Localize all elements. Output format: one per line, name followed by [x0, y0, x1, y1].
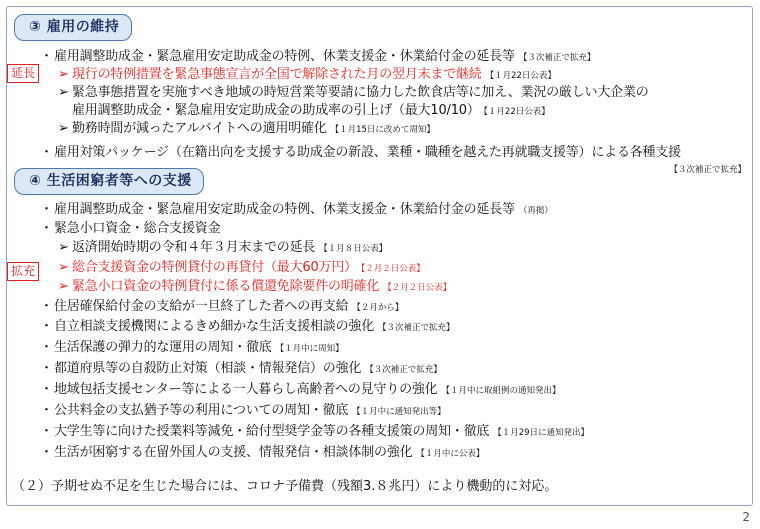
- list-item: ➢ 総合支援資金の特例貸付の再貸付（最大60万円） 【２月２日公表】: [58, 260, 425, 275]
- page-number: 2: [742, 510, 750, 524]
- list-item: ・大学生等に向けた授業料等減免・給付型奨学金等の各種支援策の周知・徹底 【１月29日に通知発出】: [40, 424, 590, 439]
- section-header-living-support: ④ 生活困窮者等への支援: [14, 168, 204, 195]
- list-item: ➢ 緊急小口資金の特例貸付に係る償還免除要件の明確化 【２月２日公表】: [58, 279, 452, 294]
- list-item: ・雇用調整助成金・緊急雇用安定助成金の特例、休業支援金・休業給付金の延長等 【３次補正で拡充】: [40, 49, 596, 64]
- list-item-continued: 雇用調整助成金・緊急雇用安定助成金の助成率の引上げ（最大10/10） 【１月22日公表】: [72, 103, 550, 118]
- list-item-note: 【３次補正で拡充】: [669, 165, 746, 175]
- list-item: ・生活が困窮する在留外国人の支援、情報発信・相談体制の強化 【１月中に公表】: [40, 445, 485, 460]
- tag-expansion: 拡充: [7, 262, 39, 281]
- tag-extension: 延長: [7, 64, 39, 83]
- section-header-employment: ③ 雇用の維持: [14, 14, 132, 41]
- list-item: ➢ 返済開始時期の令和４年３月末までの延長 【１月８日公表】: [58, 240, 388, 255]
- list-item: ・緊急小口資金・総合支援資金: [40, 221, 221, 236]
- list-item: ➢ 現行の特例措置を緊急事態宣言が全国で解除された月の翌月末まで継続 【１月22日公表】: [58, 67, 556, 82]
- list-item: ・生活保護の弾力的な運用の周知・徹底 【１月中に周知】: [40, 340, 344, 355]
- list-item: ・住居確保給付金の支給が一旦終了した者への再支給 【２月から】: [40, 299, 404, 314]
- list-item: ➢ 緊急事態措置を実施すべき地域の時短営業等要請に協力した飲食店等に加え、業況の厳しい大企業の: [58, 85, 649, 100]
- list-item: ・地域包括支援センター等による一人暮らし高齢者への見守りの強化 【１月中に取組例の通知発出】: [40, 382, 561, 397]
- list-item: ・都道府県等の自殺防止対策（相談・情報発信）の強化 【３次補正で拡充】: [40, 361, 442, 376]
- list-item: ・自立相談支援機関によるきめ細かな生活支援相談の強化 【３次補正で拡充】: [40, 319, 455, 334]
- list-item: ・公共料金の支払猶予等の利用についての周知・徹底 【１月中に通知発出等】: [40, 403, 446, 418]
- footer-contingency-note: （２）予期せぬ不足を生じた場合には、コロナ予備費（残額3.８兆円）により機動的に対応。: [12, 479, 558, 494]
- list-item: ・雇用調整助成金・緊急雇用安定助成金の特例、休業支援金・休業給付金の延長等 （再掲）: [40, 202, 553, 217]
- list-item: ・雇用対策パッケージ（在籍出向を支援する助成金の新設、業種・職種を越えた再就職支援等）による各種支援: [40, 145, 681, 160]
- list-item: ➢ 勤務時間が減ったアルバイトへの適用明確化 【１月15日に改めて周知】: [58, 121, 435, 136]
